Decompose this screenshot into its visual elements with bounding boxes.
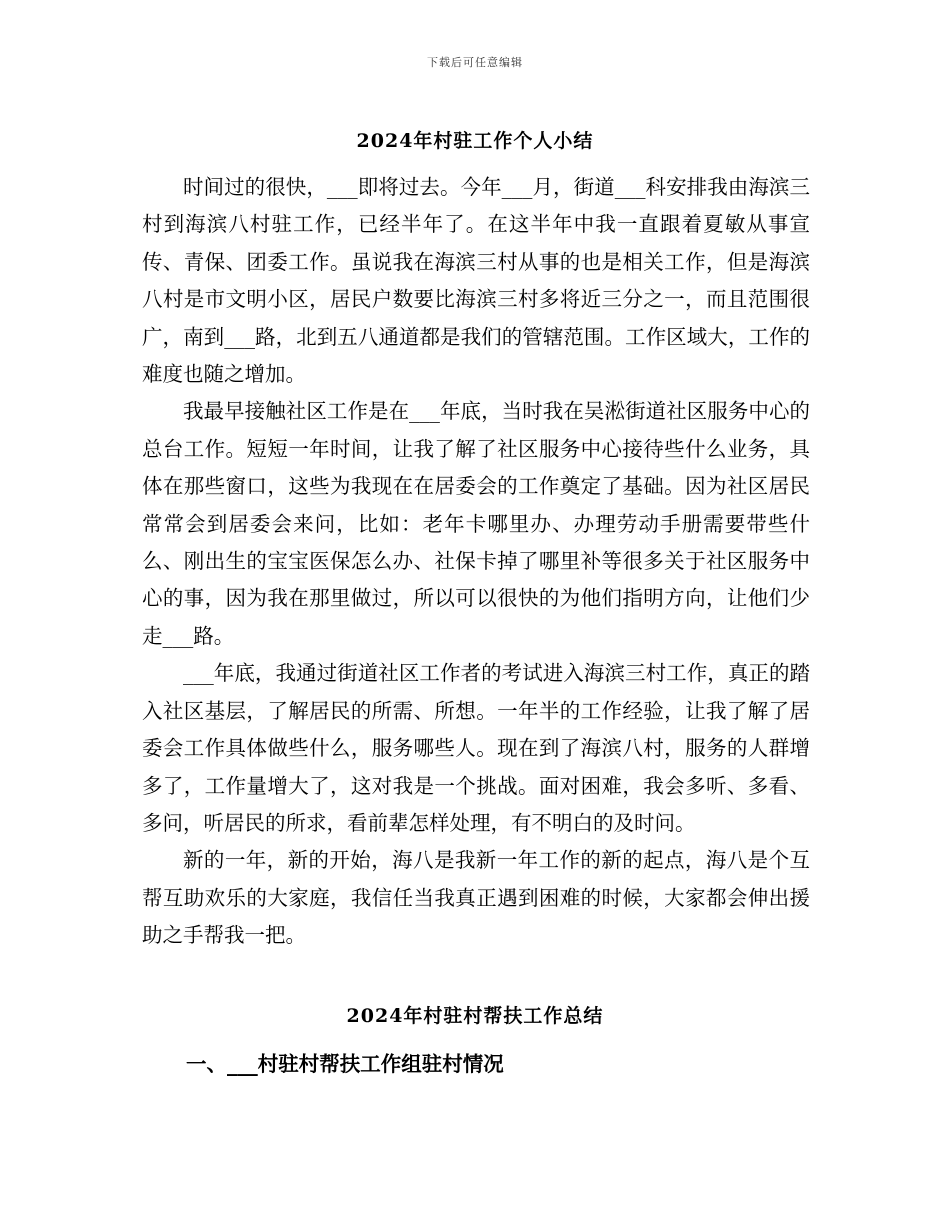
document-body — [142, 169, 810, 955]
document-title: 2024年村驻工作个人小结 — [356, 130, 594, 152]
paragraph-1: 时间过的很快，___即将过去。今年___月，街道___科安排我由海滨三村到海滨八村驻工作，已经半年了。在这半年中我一直跟着夏敏从事宣传、青保、团委工作。虽说我在海滨三村从事的也是相关工作，但是海滨八村是市文明小区，居民户数要比海滨三村多将近三分之一，而且范围很广，南到___路，北到五八通道都是我们的管辖范围。工作区域大，工作的难度也随之增加。 — [142, 175, 810, 387]
paragraph-3: ___年底，我通过街道社区工作者的考试进入海滨三村工作，真正的踏入社区基层，了解居民的所需、所想。一年半的工作经验，让我了解了居委会工作具体做些什么，服务哪些人。现在到了海滨八村，服务的人群增多了，工作量增大了，这对我是一个挑战。面对困难，我会多听、多看、多问，听居民的所求，看前辈怎样处理，有不明白的及时问。 — [142, 661, 810, 835]
paragraph-2: 我最早接触社区工作是在___年底，当时我在吴淞街道社区服务中心的总台工作。短短一年时间，让我了解了社区服务中心接待些什么业务，具体在那些窗口，这些为我现在在居委会的工作奠定了基础。因为社区居民常常会到居委会来问，比如：老年卡哪里办、办理劳动手册需要带些什么、刚出生的宝宝医保怎么办、社保卡掉了哪里补等很多关于社区服务中心的事，因为我在那里做过，所以可以很快的为他们指明方向，让他们少走___路。 — [142, 399, 810, 648]
page-header-note: 下载后可任意编辑 — [427, 56, 523, 69]
section-heading: 一、___村驻村帮扶工作组驻村情况 — [186, 1052, 504, 1076]
second-document-title: 2024年村驻村帮扶工作总结 — [346, 1005, 604, 1027]
paragraph-4: 新的一年，新的开始，海八是我新一年工作的新的起点，海八是个互帮互助欢乐的大家庭，我信任当我真正遇到困难的时候，大家都会伸出援助之手帮我一把。 — [142, 848, 810, 948]
